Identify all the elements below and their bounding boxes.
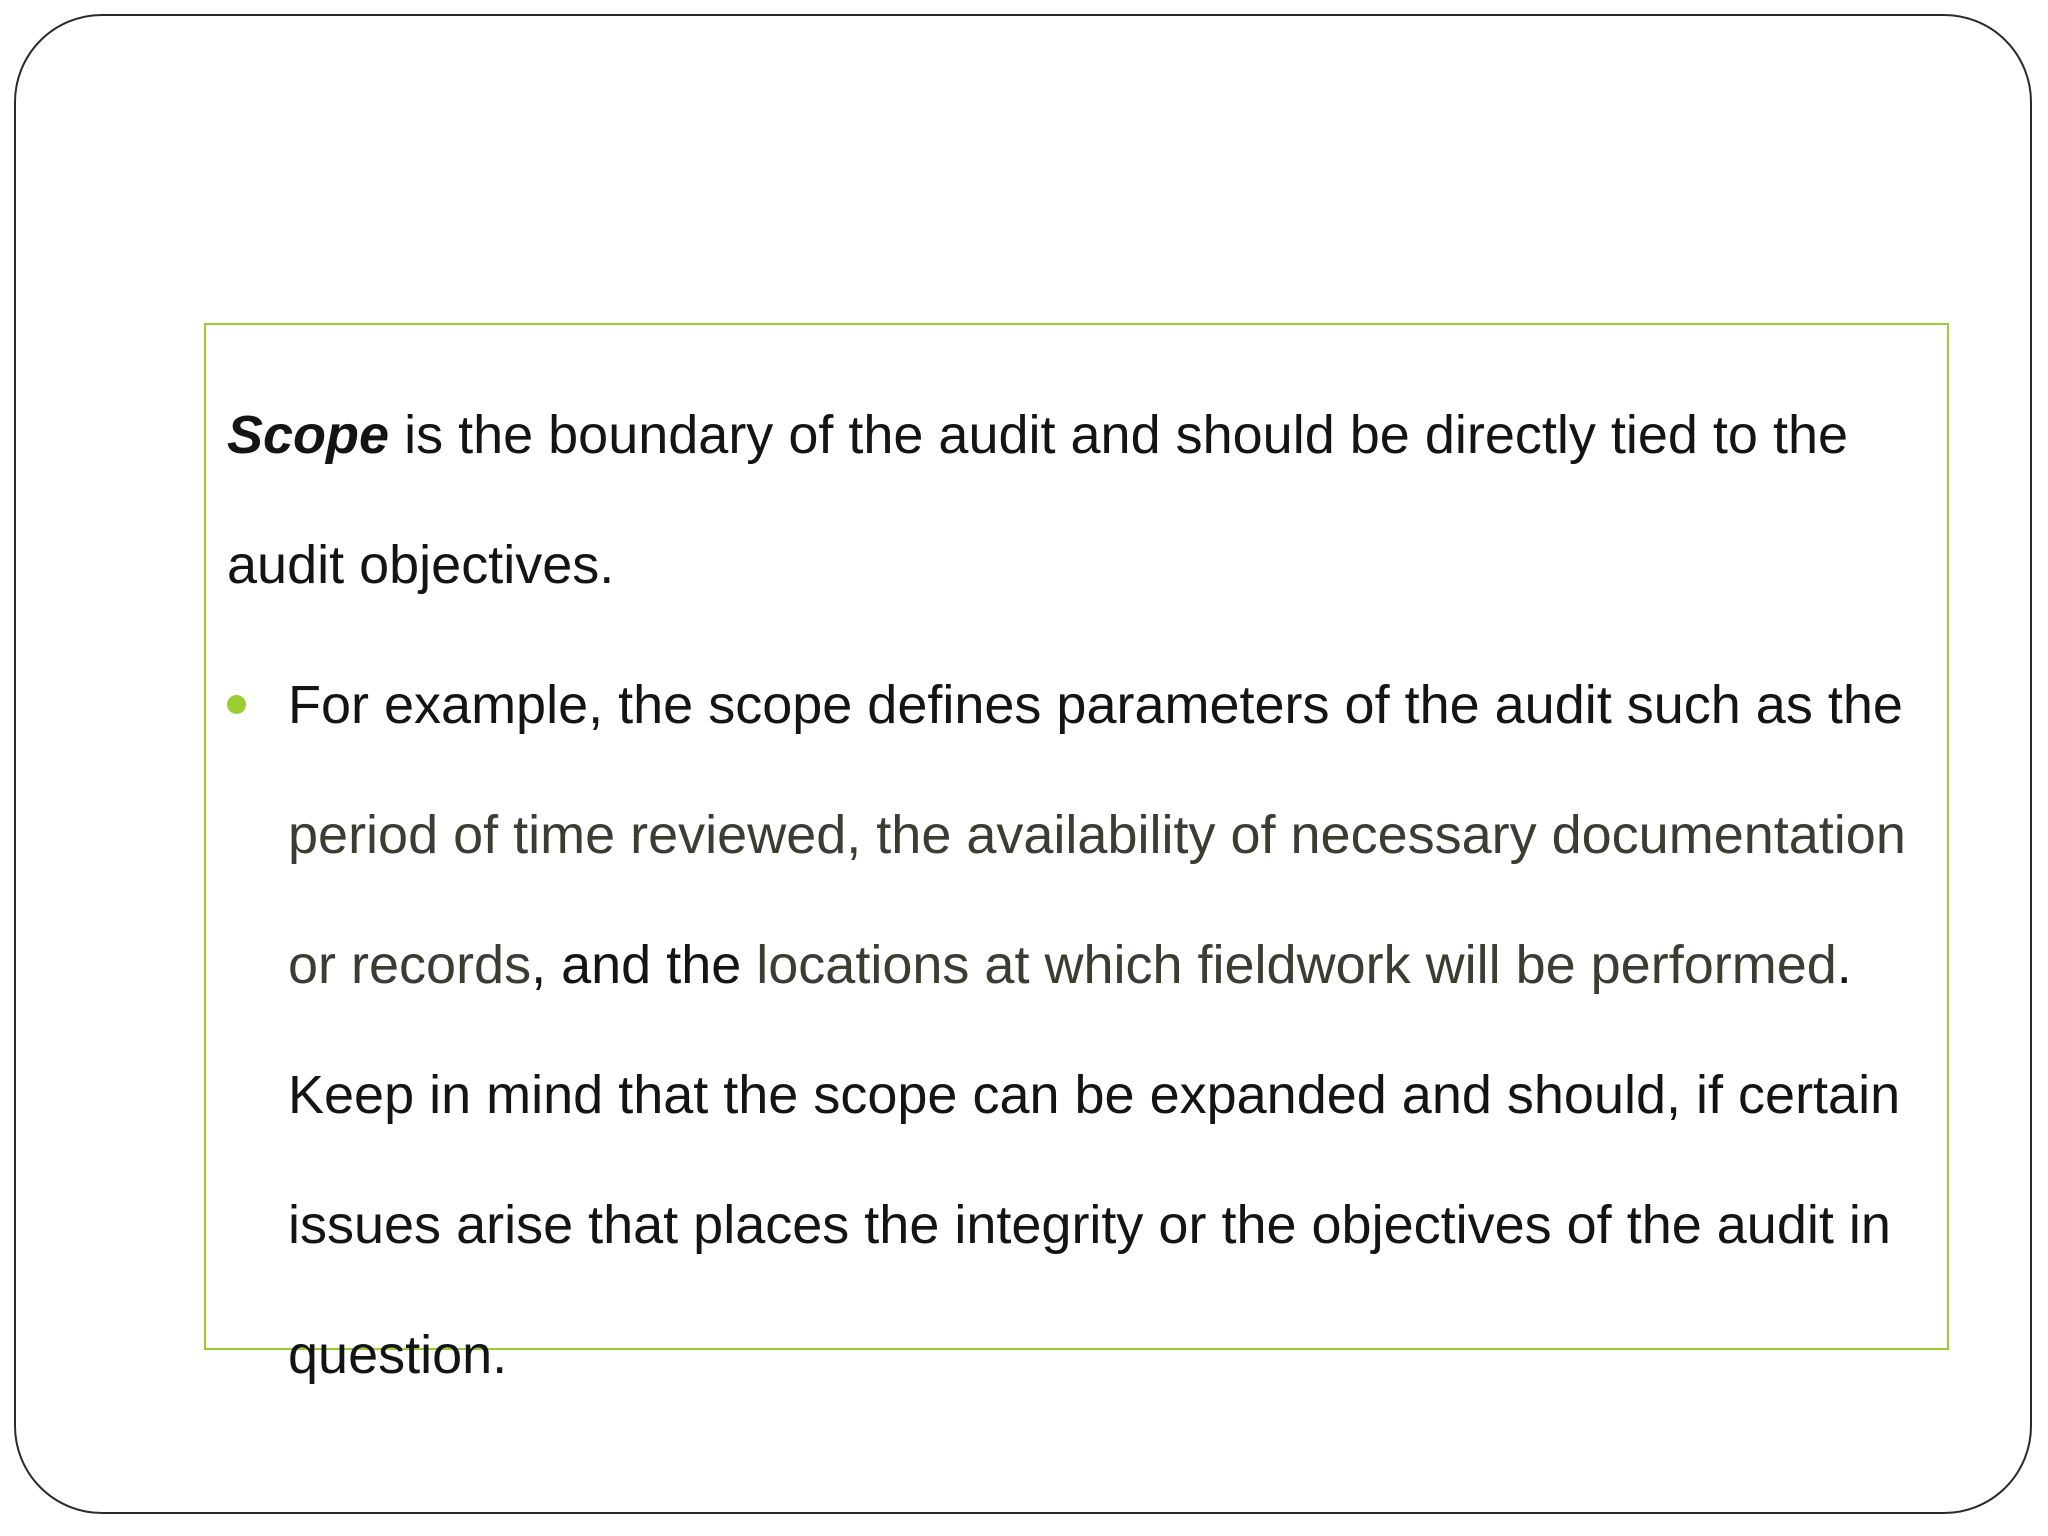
example-bullet-item	[227, 640, 1958, 1420]
bullet-text-part-2: period of time reviewed, the availability of necessary documentation or records	[288, 805, 1906, 995]
bullet-text-part-4: locations at which fieldwork will be performed	[756, 935, 1837, 995]
bullet-text-part-3: , and the	[531, 935, 757, 995]
bullet-dot-icon	[227, 695, 246, 714]
bullet-text-part-1: For example, the scope defines parameters of the audit such as the	[288, 675, 1903, 735]
scope-definition-text: is the boundary of the audit and should be directly tied to the audit objectives.	[227, 405, 1849, 595]
bullet-text-part-5: . Keep in mind that the scope can be expanded and should, if certain issues arise that places the integrity or the objectives of the audit in question.	[288, 935, 1901, 1385]
scope-term: Scope	[227, 405, 390, 465]
scope-definition-paragraph	[227, 370, 1907, 630]
slide-body-text	[227, 370, 1947, 1420]
